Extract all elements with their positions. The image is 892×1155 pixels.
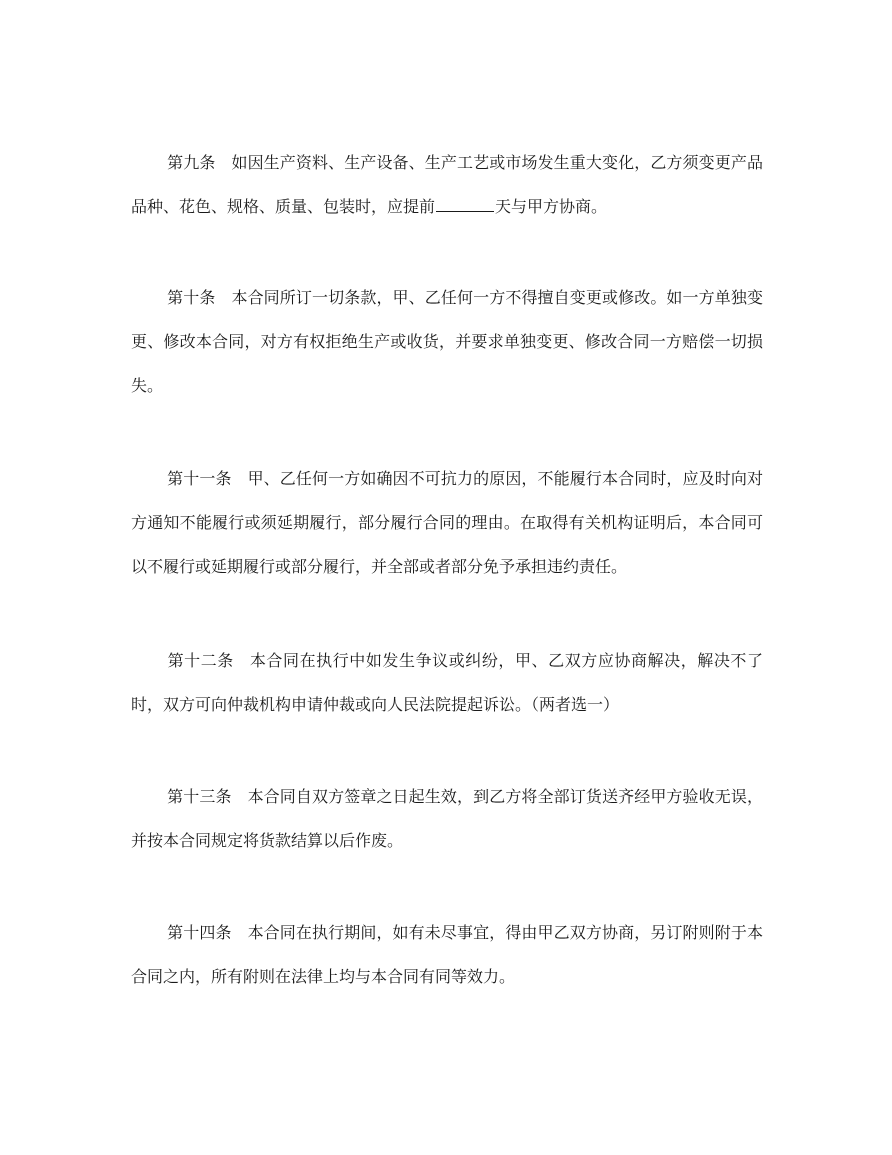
clause-11 <box>131 457 763 589</box>
clause-text: 天与甲方协商。 <box>495 197 608 216</box>
clause-number: 第十四条 <box>167 923 232 942</box>
clause-12 <box>131 639 763 727</box>
clause-14 <box>131 911 763 999</box>
clause-number: 第十一条 <box>167 469 232 488</box>
clause-10 <box>131 276 763 408</box>
clause-9 <box>131 141 763 229</box>
clause-text: 本合同在执行中如发生争议或纠纷，甲、乙双方应协商解决，解决不了时，双方可向仲裁机构申请仲裁或向人民法院提起诉讼。（两者选一） <box>131 651 763 714</box>
clause-text: 本合同自双方签章之日起生效，到乙方将全部订货送齐经甲方验收无误，并按本合同规定将货款结算以后作废。 <box>131 787 763 850</box>
fill-in-blank[interactable] <box>436 197 494 212</box>
clause-text: 本合同在执行期间，如有未尽事宜，得由甲乙双方协商，另订附则附于本合同之内，所有附则在法律上均与本合同有同等效力。 <box>131 923 763 986</box>
clause-number: 第十二条 <box>167 651 234 670</box>
clause-text: 甲、乙任何一方如确因不可抗力的原因，不能履行本合同时，应及时向对方通知不能履行或须延期履行，部分履行合同的理由。在取得有关机构证明后，本合同可以不履行或延期履行或部分履行，并全部或者部分免予承担违约责任。 <box>131 469 763 576</box>
clause-text: 本合同所订一切条款，甲、乙任何一方不得擅自变更或修改。如一方单独变更、修改本合同，对方有权拒绝生产或收货，并要求单独变更、修改合同一方赔偿一切损失。 <box>131 288 763 395</box>
clause-13 <box>131 775 763 863</box>
clause-number: 第九条 <box>167 153 216 172</box>
clause-number: 第十条 <box>167 288 216 307</box>
clause-number: 第十三条 <box>167 787 232 806</box>
clause-text: 如因生产资料、生产设备、生产工艺或市场发生重大变化，乙方须变更产品品种、花色、规格、质量、包装时，应提前 <box>131 153 763 216</box>
